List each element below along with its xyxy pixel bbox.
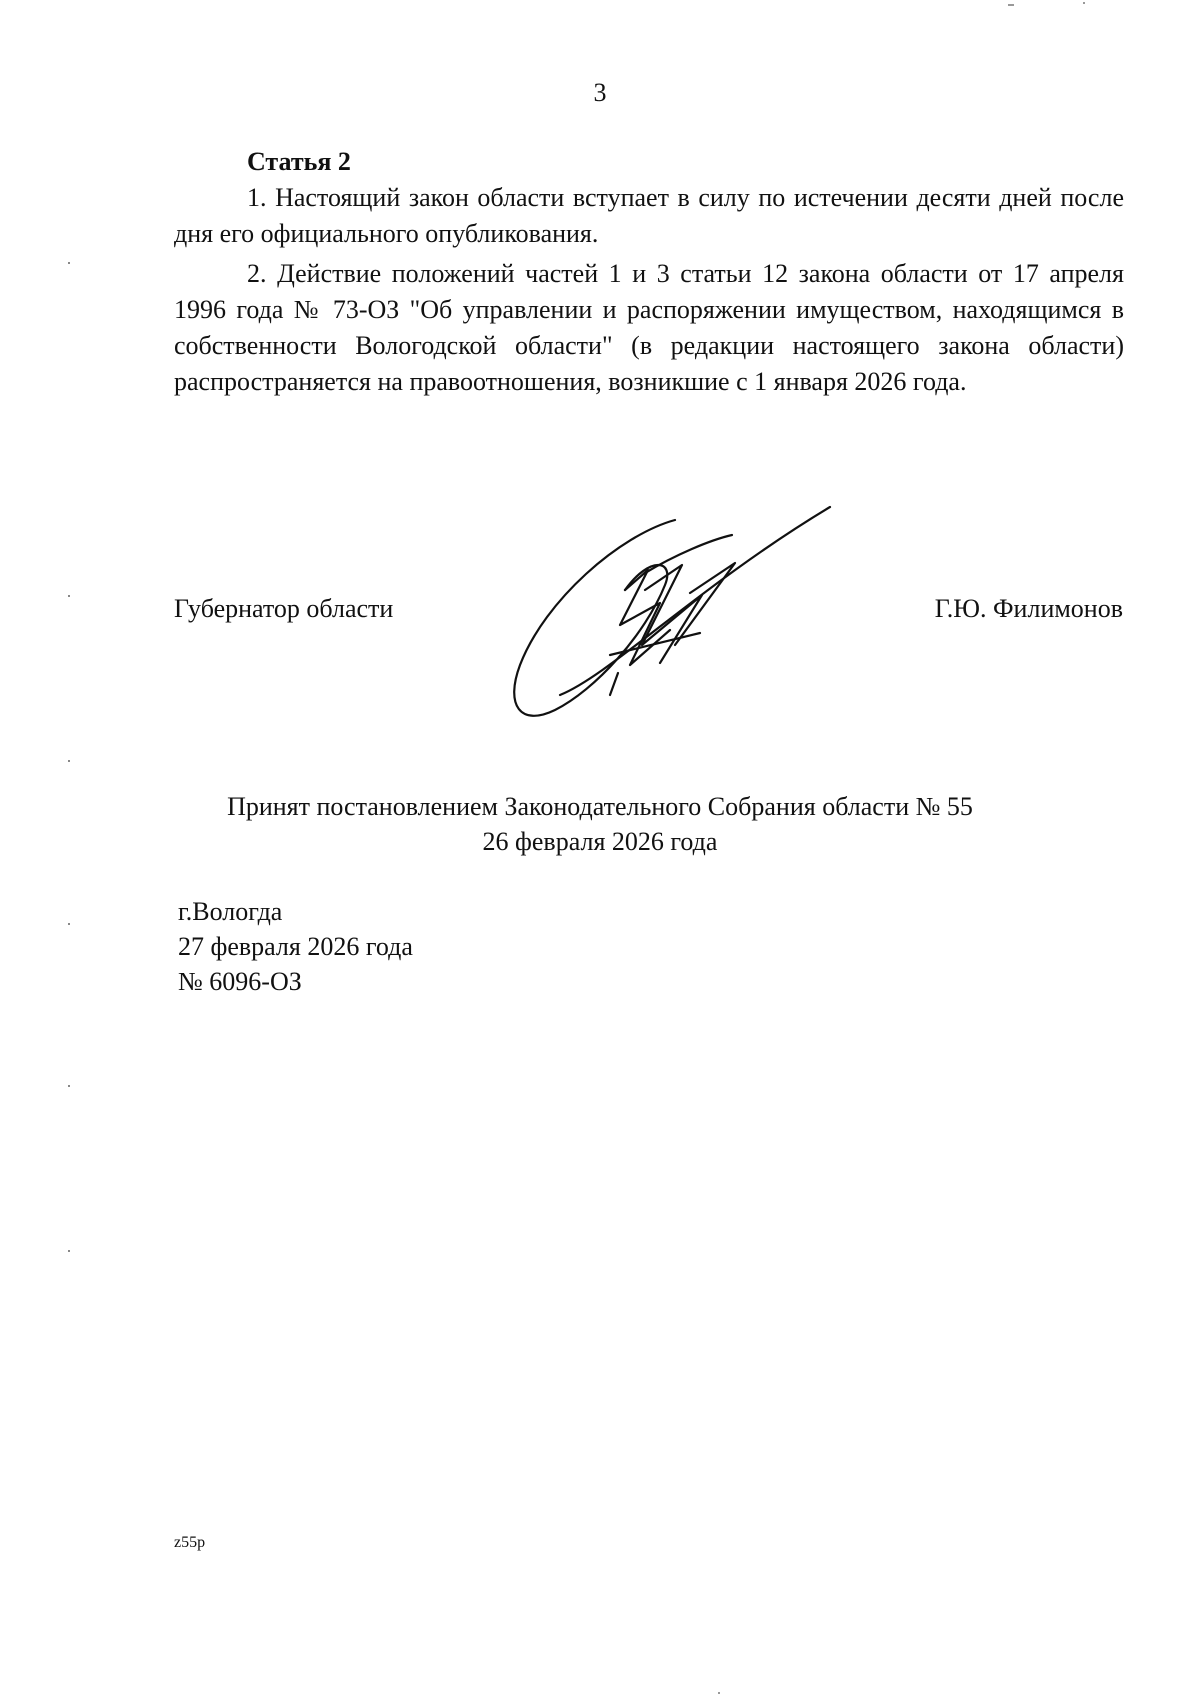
article-section xyxy=(174,144,1124,400)
margin-mark xyxy=(68,595,70,597)
margin-mark xyxy=(68,1085,70,1087)
signing-date: 27 февраля 2026 года xyxy=(178,932,413,961)
article-paragraph-2: 2. Действие положений частей 1 и 3 статьи 12 закона области от 17 апреля 1996 года № 73-ОЗ "Об управлении и распоряжении имуществом, находящимся в собственности Вологодской области" (в редакции настоящего закона области) распространяется на правоотношения, возникшие с 1 января 2026 года. xyxy=(174,259,1124,396)
margin-mark xyxy=(68,923,70,925)
scan-edge-mark xyxy=(1083,2,1085,4)
margin-mark xyxy=(68,760,70,762)
margin-mark xyxy=(68,1250,70,1252)
scan-edge-mark xyxy=(1008,4,1014,6)
signatory-position: Губернатор области xyxy=(174,594,394,623)
adoption-note xyxy=(0,789,1200,859)
margin-mark xyxy=(68,262,70,264)
handwritten-signature xyxy=(500,495,850,735)
scan-edge-mark xyxy=(718,1692,720,1694)
article-paragraph-1: 1. Настоящий закон области вступает в силу по истечении десяти дней после дня его официального опубликования. xyxy=(174,183,1124,248)
adoption-line-1: Принят постановлением Законодательного Собрания области № 55 xyxy=(227,792,973,821)
law-number: № 6096-ОЗ xyxy=(178,967,302,996)
signatory-name: Г.Ю. Филимонов xyxy=(934,594,1123,623)
place-date-block xyxy=(178,894,413,999)
adoption-line-2: 26 февраля 2026 года xyxy=(482,827,718,856)
city: г.Вологда xyxy=(178,897,283,926)
article-heading: Статья 2 xyxy=(247,147,351,176)
page-number: 3 xyxy=(593,78,607,107)
document-code: z55p xyxy=(174,1534,206,1551)
